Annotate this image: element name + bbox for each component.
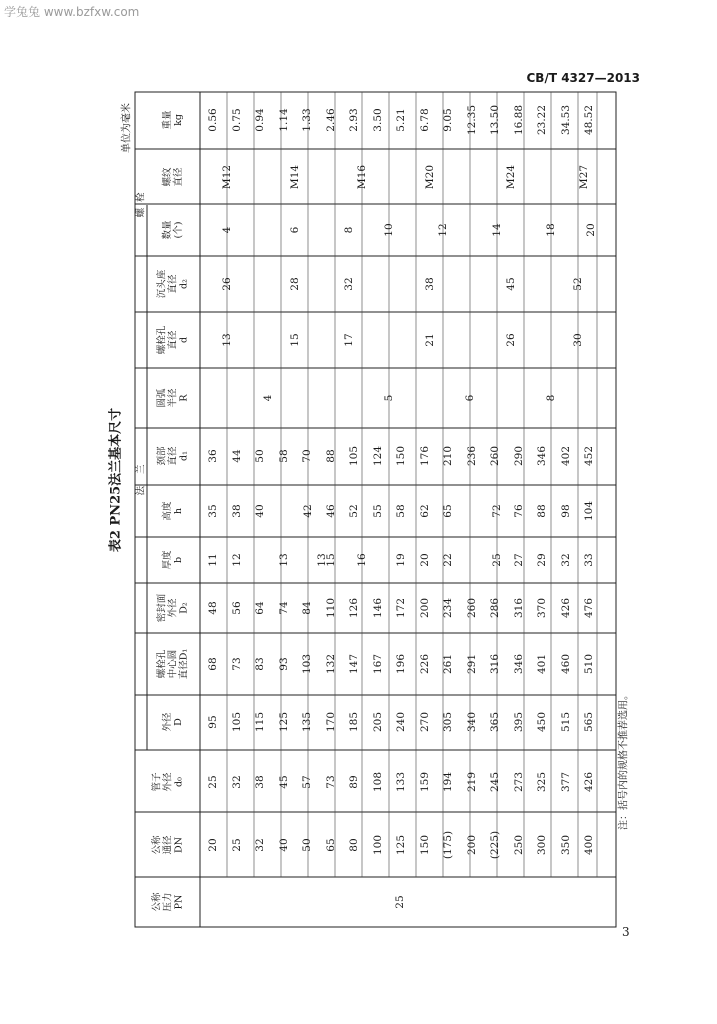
cell-D2: 84 (301, 601, 313, 615)
cell-dn: 65 (324, 838, 337, 852)
cell-D2: 48 (207, 601, 219, 615)
cell-w: 13.50 (489, 104, 501, 136)
merged-t-m27: M27 (578, 164, 590, 190)
header-height: 高度 h (162, 501, 184, 521)
merged-b-13: 13 (316, 553, 328, 567)
merged-r-6: 6 (464, 394, 476, 402)
cell-D2: 74 (277, 601, 290, 615)
cell-dn: 200 (465, 834, 478, 856)
cell-w: 12.35 (465, 104, 478, 136)
merged-t-m12: M12 (221, 164, 233, 190)
cell-d0: 159 (418, 771, 431, 793)
cell-d0: 89 (348, 775, 360, 789)
cell-d1: 290 (512, 445, 525, 467)
cell-D1: 261 (442, 653, 454, 675)
cell-D2: 260 (465, 597, 478, 619)
cell-D: 170 (324, 711, 337, 733)
cell-h: 88 (536, 504, 548, 518)
merged-d-21: 21 (424, 333, 436, 347)
cell-D: 305 (442, 711, 454, 733)
merged-d-15: 15 (289, 333, 301, 347)
merged-n-8: 8 (343, 226, 355, 234)
merged-t-m24: M24 (505, 164, 517, 190)
cell-d1: 44 (230, 449, 243, 463)
cell-d1: 88 (324, 449, 337, 463)
cell-D2: 234 (442, 597, 454, 619)
merged-n-12: 12 (437, 223, 449, 237)
cell-D: 340 (465, 711, 478, 733)
cell-D1: 316 (489, 653, 501, 675)
cell-dn: 25 (230, 838, 243, 852)
merged-t-m20: M20 (424, 164, 436, 190)
cell-D2: 126 (348, 597, 360, 619)
cell-dn: 350 (559, 834, 572, 856)
watermark: 学兔兔 www.bzfxw.com (4, 5, 140, 19)
merged-t-m14: M14 (289, 164, 301, 190)
header-thread-d: 螺纹 直径 (162, 167, 184, 187)
cell-h: 58 (395, 504, 407, 518)
cell-w: 5.21 (395, 108, 407, 132)
cell-h: 55 (371, 504, 384, 518)
cell-D1: 132 (324, 653, 337, 675)
cell-d0: 73 (324, 775, 337, 789)
cell-D1: 68 (207, 657, 219, 671)
cell-D: 95 (207, 715, 219, 729)
cell-D2: 370 (536, 597, 548, 619)
table-title: 表2 PN25法兰基本尺寸 (108, 407, 124, 553)
cell-D: 125 (277, 711, 290, 733)
cell-D2: 316 (512, 597, 525, 619)
merged-t-m16: M16 (356, 164, 368, 190)
cell-b: 22 (442, 553, 454, 567)
header-radius: 圆弧 半径 R (156, 388, 190, 408)
cell-w: 0.56 (207, 108, 219, 132)
cell-D: 105 (230, 711, 243, 733)
merged-d-17: 17 (343, 333, 355, 347)
cell-d1: 260 (489, 445, 501, 467)
header-weight: 重量 kg (162, 110, 184, 130)
header-outer-d: 外径 D (162, 712, 184, 732)
table-note: 注：括号内的规格不推荐选用。 (618, 690, 630, 830)
cell-dn: 40 (277, 838, 290, 852)
cell-b: 20 (418, 553, 431, 567)
cell-w: 3.50 (371, 108, 384, 132)
cell-D2: 426 (559, 597, 572, 619)
header-bolt-circle: 螺栓孔 中心圆 直径D₁ (156, 648, 190, 680)
header-dn: 公称 通径 DN (151, 835, 185, 855)
cell-dn: 50 (301, 838, 313, 852)
cell-b: 27 (512, 553, 525, 567)
cell-D1: 196 (395, 653, 407, 675)
merged-n-6: 6 (289, 226, 301, 234)
cell-b: 32 (559, 553, 572, 567)
cell-D1: 226 (418, 653, 431, 675)
cell-h: 104 (583, 500, 595, 522)
merged-d2-52: 52 (572, 277, 584, 291)
merged-d-13: 13 (221, 333, 233, 347)
cell-w: 48.52 (583, 104, 595, 136)
cell-w: 9.05 (442, 108, 454, 132)
cell-d1: 236 (465, 445, 478, 467)
cell-D2: 476 (583, 597, 595, 619)
cell-D: 135 (301, 711, 313, 733)
cell-D: 395 (512, 711, 525, 733)
cell-w: 0.75 (230, 108, 243, 132)
cell-D1: 167 (371, 653, 384, 675)
cell-dn: 125 (395, 834, 407, 856)
cell-h: 98 (559, 504, 572, 518)
cell-D: 450 (536, 711, 548, 733)
cell-D: 115 (254, 711, 266, 733)
cell-dn: 400 (583, 834, 595, 856)
cell-d0: 219 (465, 771, 478, 793)
header-pn: 公称 压力 PN (151, 892, 185, 912)
cell-w: 2.93 (348, 108, 360, 132)
cell-h: 35 (207, 504, 219, 518)
cell-D: 565 (583, 711, 595, 733)
merged-r-4: 4 (262, 394, 274, 402)
cell-d0: 325 (536, 771, 548, 793)
merged-n-18: 18 (545, 223, 557, 237)
cell-w: 1.14 (277, 108, 290, 132)
header-bolt-group: 螺 栓 (135, 192, 147, 218)
cell-D2: 172 (395, 597, 407, 619)
header-counterbore: 沉头座 直径 d₂ (156, 269, 190, 299)
merged-h-42: 42 (302, 504, 314, 518)
cell-dn: 20 (207, 838, 219, 852)
cell-D: 240 (395, 711, 407, 733)
cell-D2: 146 (371, 597, 384, 619)
cell-d0: 25 (207, 775, 219, 789)
cell-h: 65 (442, 504, 454, 518)
merged-h-72: 72 (491, 504, 503, 518)
cell-h: 38 (230, 504, 243, 518)
cell-d0: 38 (254, 775, 266, 789)
cell-h: 62 (418, 504, 431, 518)
cell-D2: 286 (489, 597, 501, 619)
merged-r-5: 5 (383, 394, 395, 402)
merged-d2-26: 26 (221, 277, 233, 291)
cell-D1: 83 (254, 657, 266, 671)
unit-label: 单位为毫米 (121, 103, 133, 153)
cell-D: 515 (559, 711, 572, 733)
cell-D1: 460 (559, 653, 572, 675)
cell-D: 185 (348, 711, 360, 733)
cell-d0: 245 (489, 771, 501, 793)
cell-D1: 291 (465, 653, 478, 675)
cell-d1: 176 (418, 445, 431, 467)
cell-d1: 346 (536, 445, 548, 467)
cell-dn: 150 (418, 834, 431, 856)
cell-b: 13 (277, 553, 290, 567)
header-bolt-count: 数量 (个) (162, 220, 184, 240)
cell-b: 15 (324, 553, 337, 567)
pn-value: 25 (394, 895, 406, 909)
cell-D1: 401 (536, 653, 548, 675)
cell-w: 1.33 (301, 108, 313, 132)
cell-b: 33 (583, 553, 595, 567)
cell-D1: 103 (301, 653, 313, 675)
cell-D1: 510 (583, 653, 595, 675)
merged-d-26: 26 (505, 333, 517, 347)
merged-d2-28: 28 (289, 277, 301, 291)
cell-w: 6.78 (418, 108, 431, 132)
cell-D2: 110 (324, 597, 337, 619)
cell-b: 12 (230, 553, 243, 567)
cell-b: 11 (207, 553, 219, 567)
cell-h: 46 (324, 504, 337, 518)
cell-w: 16.88 (512, 104, 525, 136)
cell-d0: 377 (559, 771, 572, 793)
cell-d0: 32 (230, 775, 243, 789)
cell-d1: 124 (371, 445, 384, 467)
cell-dn: 80 (348, 838, 360, 852)
merged-n-14: 14 (491, 223, 503, 237)
cell-dn: 250 (512, 834, 525, 856)
cell-D1: 93 (277, 657, 290, 671)
cell-D: 365 (489, 711, 501, 733)
cell-w: 34.53 (559, 104, 572, 136)
cell-dn: (175) (442, 830, 454, 860)
cell-d0: 273 (512, 771, 525, 793)
cell-d0: 57 (301, 775, 313, 789)
cell-d1: 105 (348, 445, 360, 467)
header-pipe-od: 管子 外径 d₀ (151, 772, 185, 792)
cell-h: 52 (348, 504, 360, 518)
cell-d0: 133 (395, 771, 407, 793)
merged-d2-32: 32 (343, 277, 355, 291)
cell-d1: 70 (301, 449, 313, 463)
cell-dn: 300 (536, 834, 548, 856)
merged-n-10: 10 (383, 223, 395, 237)
page-number: 3 (622, 925, 630, 939)
header-bolt-hole: 螺栓孔 直径 d (156, 325, 190, 355)
cell-d1: 58 (277, 449, 290, 463)
cell-w: 2.46 (324, 108, 337, 132)
cell-dn: 32 (254, 838, 266, 852)
cell-d1: 50 (254, 449, 266, 463)
merged-b-25: 25 (491, 553, 503, 567)
cell-b: 29 (536, 553, 548, 567)
cell-d1: 150 (395, 445, 407, 467)
header-seal-face: 密封面 外径 D₂ (156, 593, 190, 623)
cell-D: 270 (418, 711, 431, 733)
cell-D: 205 (371, 711, 384, 733)
cell-D1: 73 (230, 657, 243, 671)
cell-w: 0.94 (254, 108, 266, 132)
merged-d2-38: 38 (424, 277, 436, 291)
cell-d0: 45 (277, 775, 290, 789)
cell-d1: 402 (559, 445, 572, 467)
merged-b-16: 16 (356, 553, 368, 567)
merged-n-20: 20 (585, 223, 597, 237)
cell-D1: 147 (348, 653, 360, 675)
cell-d0: 108 (371, 771, 384, 793)
cell-b: 19 (395, 553, 407, 567)
header-thickness: 厚度 b (162, 550, 184, 570)
cell-d1: 452 (583, 445, 595, 467)
cell-dn: (225) (489, 830, 501, 860)
header-flange-group: 法 兰 (135, 464, 147, 496)
cell-d1: 210 (442, 445, 454, 467)
cell-d1: 36 (207, 449, 219, 463)
cell-h: 40 (254, 504, 266, 518)
header-neck-d: 颈部 直径 d₁ (156, 446, 190, 466)
merged-n-4: 4 (221, 226, 233, 234)
cell-h: 76 (512, 504, 525, 518)
merged-r-8: 8 (545, 394, 557, 402)
cell-D2: 64 (254, 601, 266, 615)
cell-d0: 426 (583, 771, 595, 793)
cell-d0: 194 (442, 771, 454, 793)
merged-d-30: 30 (572, 333, 584, 347)
cell-w: 23.22 (536, 104, 548, 136)
cell-D2: 200 (418, 597, 431, 619)
cell-D1: 346 (512, 653, 525, 675)
cell-D2: 56 (230, 601, 243, 615)
standard-code: CB/T 4327—2013 (526, 71, 640, 85)
merged-d2-45: 45 (505, 277, 517, 291)
cell-dn: 100 (371, 834, 384, 856)
